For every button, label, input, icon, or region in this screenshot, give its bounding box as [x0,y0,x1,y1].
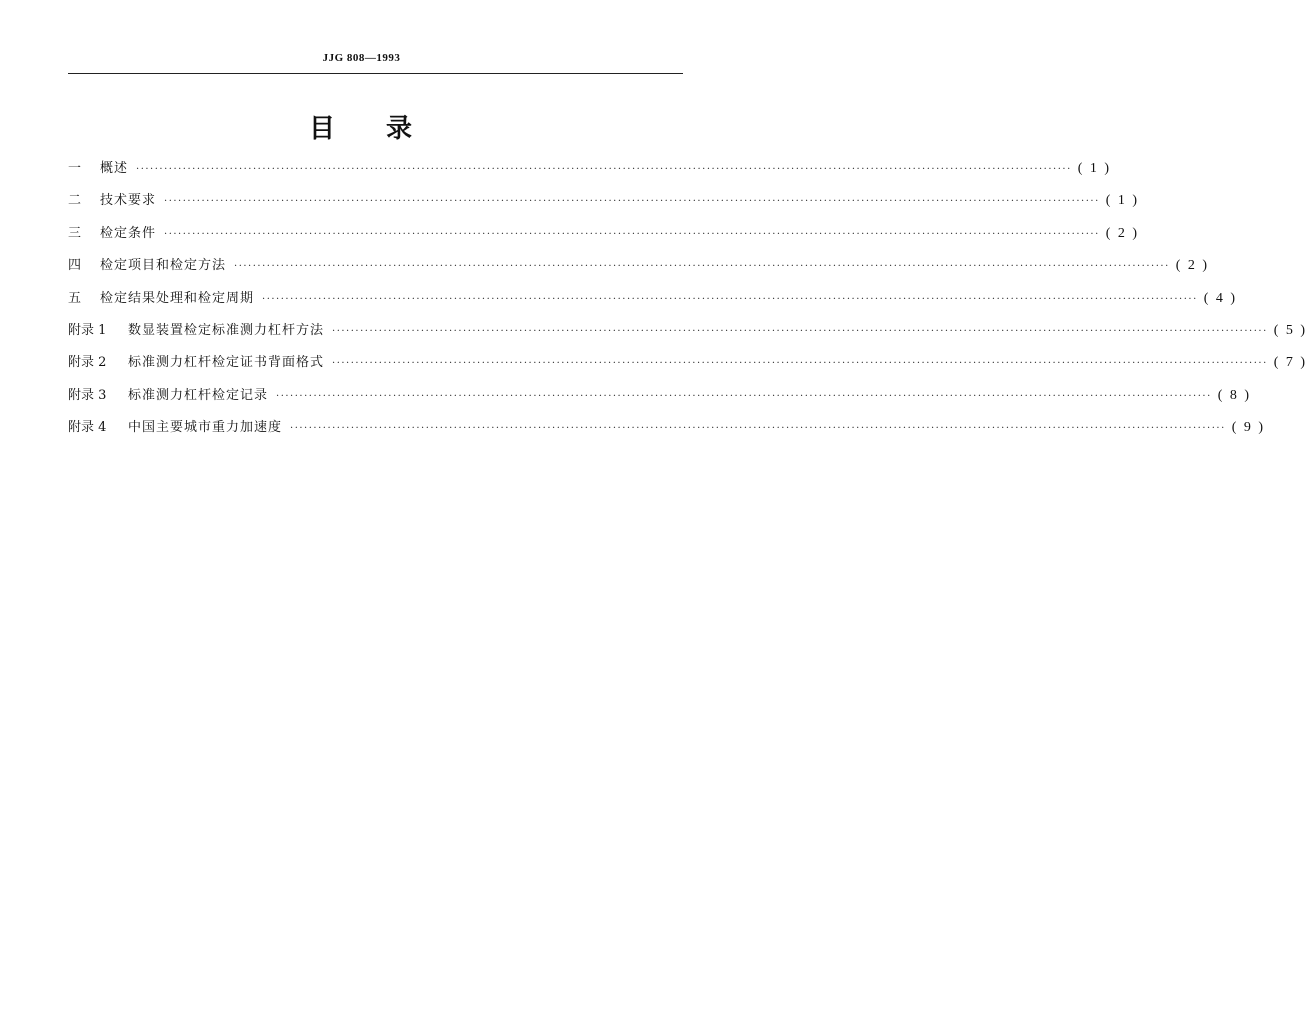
toc-entry[interactable] [68,417,1266,449]
page-title: 目 录 [308,114,415,144]
toc-entry[interactable] [68,223,1140,255]
toc-entry-title: 数显装置检定标准测力杠杆方法 [128,322,325,338]
toc-entry-title: 中国主要城市重力加速度 [128,420,283,436]
toc-entry-page: ( 9 ) [1231,420,1266,436]
toc-dot-leader: ········································································································································································································ [164,196,1100,208]
toc-entry-title: 标准测力杠杆检定记录 [128,387,269,403]
toc-entry-number: 二 [68,193,82,209]
toc-entry-number: 附录 1 [68,322,107,338]
toc-entry[interactable] [68,190,1140,222]
toc-entry-page: ( 8 ) [1217,387,1252,403]
toc-entry[interactable] [68,385,1252,417]
toc-dot-leader: ········································································································································································································ [234,261,1170,273]
toc-dot-leader: ········································································································································································································ [276,390,1212,402]
toc-entry-number: 一 [68,161,82,176]
toc-entry-title: 技术要求 [100,193,157,209]
toc-entry-number: 五 [68,290,82,306]
toc-dot-leader: ········································································································································································································ [262,293,1198,305]
toc-dot-leader: ········································································································································································································ [290,423,1226,435]
toc-entry-number: 三 [68,225,82,241]
toc-entry[interactable] [68,288,1238,320]
toc-entry-title: 检定项目和检定方法 [100,258,227,274]
toc-entry-number: 附录 2 [68,355,107,371]
toc-entry-page: ( 2 ) [1175,258,1210,274]
toc-entry-title: 标准测力杠杆检定证书背面格式 [128,355,325,371]
toc-entry-page: ( 1 ) [1105,193,1140,209]
toc-dot-leader: ········································································································································································································ [164,228,1100,240]
toc-entry-number: 附录 3 [68,387,107,403]
toc-dot-leader: ········································································································································································································ [332,358,1268,370]
toc-entry-title: 检定条件 [100,225,157,241]
toc-entry-page: ( 7 ) [1273,355,1307,371]
toc-dot-leader: ········································································································································································································ [332,325,1268,337]
toc-entry-page: ( 4 ) [1203,290,1238,306]
toc-entry[interactable] [68,158,1112,190]
table-of-contents [68,158,1307,450]
toc-entry-page: ( 2 ) [1105,225,1140,241]
toc-entry[interactable] [68,320,1307,352]
toc-entry-page: ( 1 ) [1077,161,1112,176]
toc-entry[interactable] [68,352,1307,384]
toc-entry-title: 概述 [100,161,129,176]
toc-entry-number: 附录 4 [68,420,107,436]
toc-entry-page: ( 5 ) [1273,322,1307,338]
toc-entry-number: 四 [68,258,82,274]
running-header: JJG 808—1993 [322,52,401,64]
toc-dot-leader: ········································································································································································································ [136,164,1072,175]
toc-entry-title: 检定结果处理和检定周期 [100,290,255,306]
toc-entry[interactable] [68,255,1210,287]
header-rule [68,73,683,74]
